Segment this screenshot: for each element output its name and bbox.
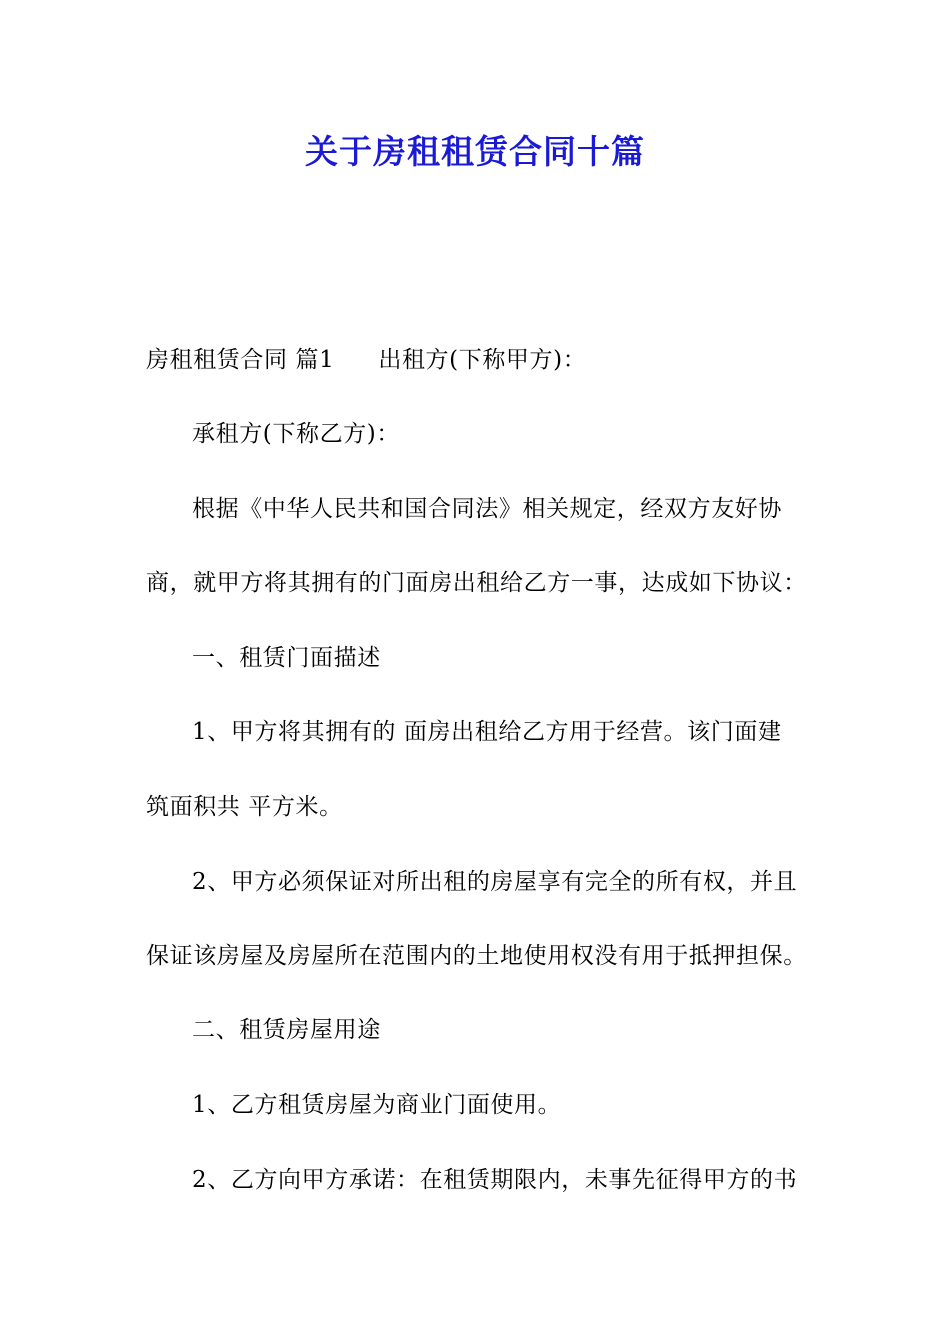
lessee-label: 承租方(下称乙方)： [192, 421, 400, 447]
paragraph-line: 1、乙方租赁房屋为商业门面使用。 [192, 1092, 562, 1118]
paragraph-line: 保证该房屋及房屋所在范围内的土地使用权没有用于抵押担保。 [146, 943, 807, 969]
section-heading: 二、租赁房屋用途 [192, 1017, 381, 1043]
paragraph-line: 2、甲方必须保证对所出租的房屋享有完全的所有权，并且 [192, 869, 798, 895]
paragraph-line: 1、甲方将其拥有的 面房出租给乙方用于经营。该门面建 [192, 719, 782, 745]
paragraph-line: 根据《中华人民共和国合同法》相关规定，经双方友好协 [192, 496, 782, 522]
paragraph-line: 筑面积共 平方米。 [146, 794, 343, 820]
section-heading: 一、租赁门面描述 [192, 645, 381, 671]
paragraph-line: 商，就甲方将其拥有的门面房出租给乙方一事，达成如下协议： [146, 570, 807, 596]
section-heading: 房租租赁合同 篇1 [146, 347, 335, 373]
section-heading-line [146, 344, 810, 376]
document-title: 关于房租租赁合同十篇 [305, 132, 645, 171]
lessor-label: 出租方(下称甲方)： [378, 347, 587, 373]
paragraph-line: 2、乙方向甲方承诺：在租赁期限内，未事先征得甲方的书 [192, 1167, 798, 1193]
